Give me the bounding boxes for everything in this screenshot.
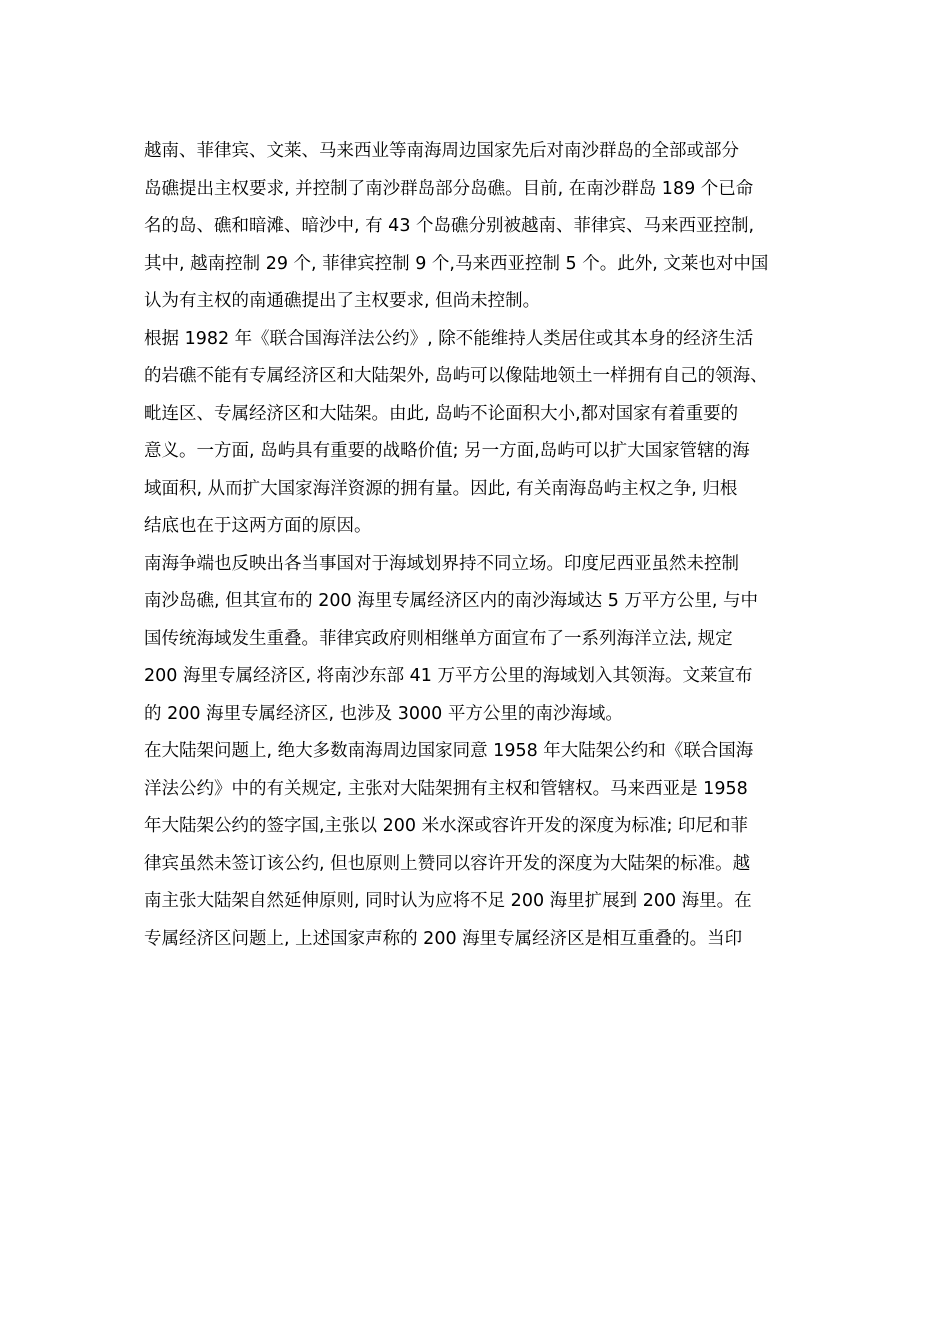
text-line: 在大陆架问题上, 绝大多数南海周边国家同意 1958 年大陆架公约和《联合国海 — [144, 741, 754, 761]
text-line: 域面积, 从而扩大国家海洋资源的拥有量。因此, 有关南海岛屿主权之争, 归根 — [144, 478, 738, 499]
text-line: 越南、菲律宾、文莱、马来西业等南海周边国家先后对南沙群岛的全部或部分 — [144, 141, 739, 161]
text-line: 洋法公约》中的有关规定, 主张对大陆架拥有主权和管辖权。马来西亚是 1958 — [144, 778, 748, 799]
text-line: 名的岛、礁和暗滩、暗沙中, 有 43 个岛礁分别被越南、菲律宾、马来西亚控制, — [144, 216, 755, 236]
body-text — [144, 133, 824, 958]
text-line: 毗连区、专属经济区和大陆架。由此, 岛屿不论面积大小,都对国家有着重要的 — [144, 403, 739, 424]
text-line: 其中, 越南控制 29 个, 菲律宾控制 9 个,马来西亚控制 5 个。此外, 文莱也对中国 — [144, 253, 769, 274]
text-line: 认为有主权的南通礁提出了主权要求, 但尚未控制。 — [144, 291, 541, 311]
text-line: 200 海里专属经济区, 将南沙东部 41 万平方公里的海域划入其领海。文莱宣布 — [144, 666, 753, 686]
text-line: 意义。一方面, 岛屿具有重要的战略价值; 另一方面,岛屿可以扩大国家管辖的海 — [144, 441, 750, 461]
text-line: 结底也在于这两方面的原因。 — [144, 516, 372, 536]
text-line: 律宾虽然未签订该公约, 但也原则上赞同以容许开发的深度为大陆架的标准。越 — [144, 853, 751, 874]
text-line: 的 200 海里专属经济区, 也涉及 3000 平方公里的南沙海域。 — [144, 703, 623, 724]
text-line: 岛礁提出主权要求, 并控制了南沙群岛部分岛礁。目前, 在南沙群岛 189 个已命 — [144, 178, 754, 199]
text-line: 南海争端也反映出各当事国对于海域划界持不同立场。印度尼西亚虽然未控制 — [144, 553, 739, 574]
text-line: 国传统海域发生重叠。菲律宾政府则相继单方面宣布了一系列海洋立法, 规定 — [144, 628, 733, 649]
text-line: 年大陆架公约的签字国,主张以 200 米水深或容许开发的深度为标准; 印尼和菲 — [144, 816, 749, 836]
text-line: 根据 1982 年《联合国海洋法公约》, 除不能维持人类居住或其本身的经济生活 — [144, 328, 754, 349]
text-line: 专属经济区问题上, 上述国家声称的 200 海里专属经济区是相互重叠的。当印 — [144, 928, 743, 949]
text-line: 南主张大陆架自然延伸原则, 同时认为应将不足 200 海里扩展到 200 海里。在 — [144, 891, 752, 911]
text-line: 的岩礁不能有专属经济区和大陆架外, 岛屿可以像陆地领土一样拥有自己的领海、 — [144, 366, 768, 386]
text-line: 南沙岛礁, 但其宣布的 200 海里专属经济区内的南沙海域达 5 万平方公里, 与中 — [144, 591, 759, 611]
